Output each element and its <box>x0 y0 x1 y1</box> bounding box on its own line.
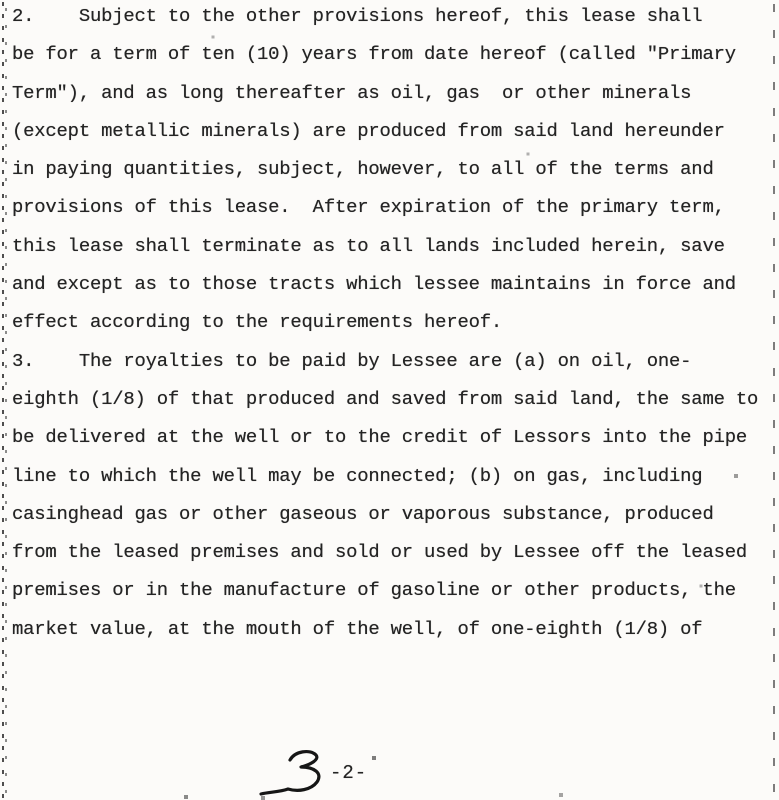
document-line: line to which the well may be connected; (b) on gas, including <box>12 464 703 487</box>
document-line: 2. Subject to the other provisions hereof, this lease shall <box>12 5 703 27</box>
scan-specks <box>0 0 2 2</box>
document-line: and except as to those tracts which lessee maintains in force and <box>12 273 736 296</box>
document-line: this lease shall terminate as to all lands included herein, save <box>12 234 725 257</box>
document-line: provisions of this lease. After expiration of the primary term, <box>12 196 725 219</box>
document-line: from the leased premises and sold or used by Lessee off the leased <box>12 541 747 564</box>
document-line: effect according to the requirements hereof. <box>12 311 502 334</box>
document-line: market value, at the mouth of the well, of one-eighth (1/8) of <box>12 617 703 640</box>
document-body <box>12 0 773 648</box>
document-line: eighth (1/8) of that produced and saved from said land, the same to <box>12 387 759 410</box>
document-line: (except metallic minerals) are produced from said land hereunder <box>12 119 725 142</box>
document-line: premises or in the manufacture of gasoline or other products, the <box>12 579 736 602</box>
document-line: Term"), and as long thereafter as oil, gas or other minerals <box>12 81 692 104</box>
document-line: be for a term of ten (10) years from date hereof (called "Primary <box>12 43 736 66</box>
document-line: casinghead gas or other gaseous or vaporous substance, produced <box>12 502 714 525</box>
page-number: -2- <box>330 762 368 784</box>
document-line: be delivered at the well or to the credit of Lessors into the pipe <box>12 426 747 449</box>
document-line: 3. The royalties to be paid by Lessee are (a) on oil, one- <box>12 349 692 372</box>
left-binding-marks <box>2 0 8 800</box>
document-line: in paying quantities, subject, however, to all of the terms and <box>12 158 714 181</box>
